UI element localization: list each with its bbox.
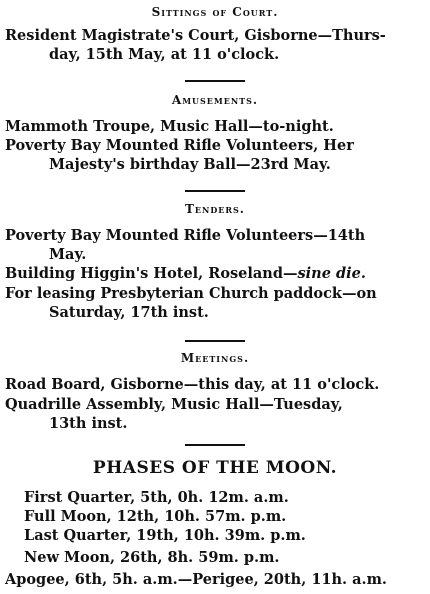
- moon-phase-line: Apogee, 6th, 5h. a.m.—Perigee, 20th, 11h. a.m.: [5, 571, 387, 588]
- entry-line: Poverty Bay Mounted Rifle Volunteers, Her: [5, 137, 354, 154]
- entry-line: Building Higgin's Hotel, Roseland—: [5, 265, 298, 282]
- section-heading-amusements: Amusements.: [171, 93, 259, 107]
- moon-phase-line: First Quarter, 5th, 0h. 12m. a.m.: [24, 489, 289, 506]
- entry-continuation: Saturday, 17th inst.: [49, 304, 209, 321]
- listing-entry: [5, 26, 427, 64]
- moon-phase-line: New Moon, 26th, 8h. 59m. p.m.: [24, 549, 280, 566]
- entry-continuation: Majesty's birthday Ball—23rd May.: [49, 156, 331, 173]
- listing-entry: [5, 284, 427, 322]
- listing-entry: [5, 117, 427, 136]
- section-divider: [185, 444, 245, 446]
- section-divider: [185, 80, 245, 82]
- moon-phase-line: Last Quarter, 19th, 10h. 39m. p.m.: [24, 527, 306, 544]
- entry-continuation: May.: [49, 246, 87, 263]
- section-divider: [185, 190, 245, 192]
- section-heading-meetings: Meetings.: [180, 351, 250, 365]
- listing-entry: [5, 375, 427, 394]
- entry-continuation: day, 15th May, at 11 o'clock.: [49, 46, 280, 63]
- section-heading-tenders: Tenders.: [185, 202, 245, 216]
- entry-italic-text: sine die.: [297, 265, 366, 282]
- entry-continuation: 13th inst.: [49, 415, 128, 432]
- section-divider: [185, 340, 245, 342]
- entry-line: Poverty Bay Mounted Rifle Volunteers—14th: [5, 227, 366, 244]
- listing-entry: [5, 395, 427, 433]
- listing-entry: [5, 136, 427, 174]
- entry-line: Road Board, Gisborne—this day, at 11 o'clock.: [5, 376, 380, 393]
- entry-line: Quadrille Assembly, Music Hall—Tuesday,: [5, 396, 343, 413]
- section-heading-sittings: Sittings of Court.: [151, 5, 279, 19]
- entry-line: For leasing Presbyterian Church paddock—on: [5, 285, 377, 302]
- listing-entry: [5, 264, 427, 283]
- moon-phases-heading: PHASES OF THE MOON.: [92, 458, 338, 478]
- moon-phase-line: Full Moon, 12th, 10h. 57m. p.m.: [24, 508, 287, 525]
- entry-line: Mammoth Troupe, Music Hall—to-night.: [5, 118, 334, 135]
- entry-line: Resident Magistrate's Court, Gisborne—Thurs-: [5, 27, 386, 44]
- listing-entry: [5, 226, 427, 264]
